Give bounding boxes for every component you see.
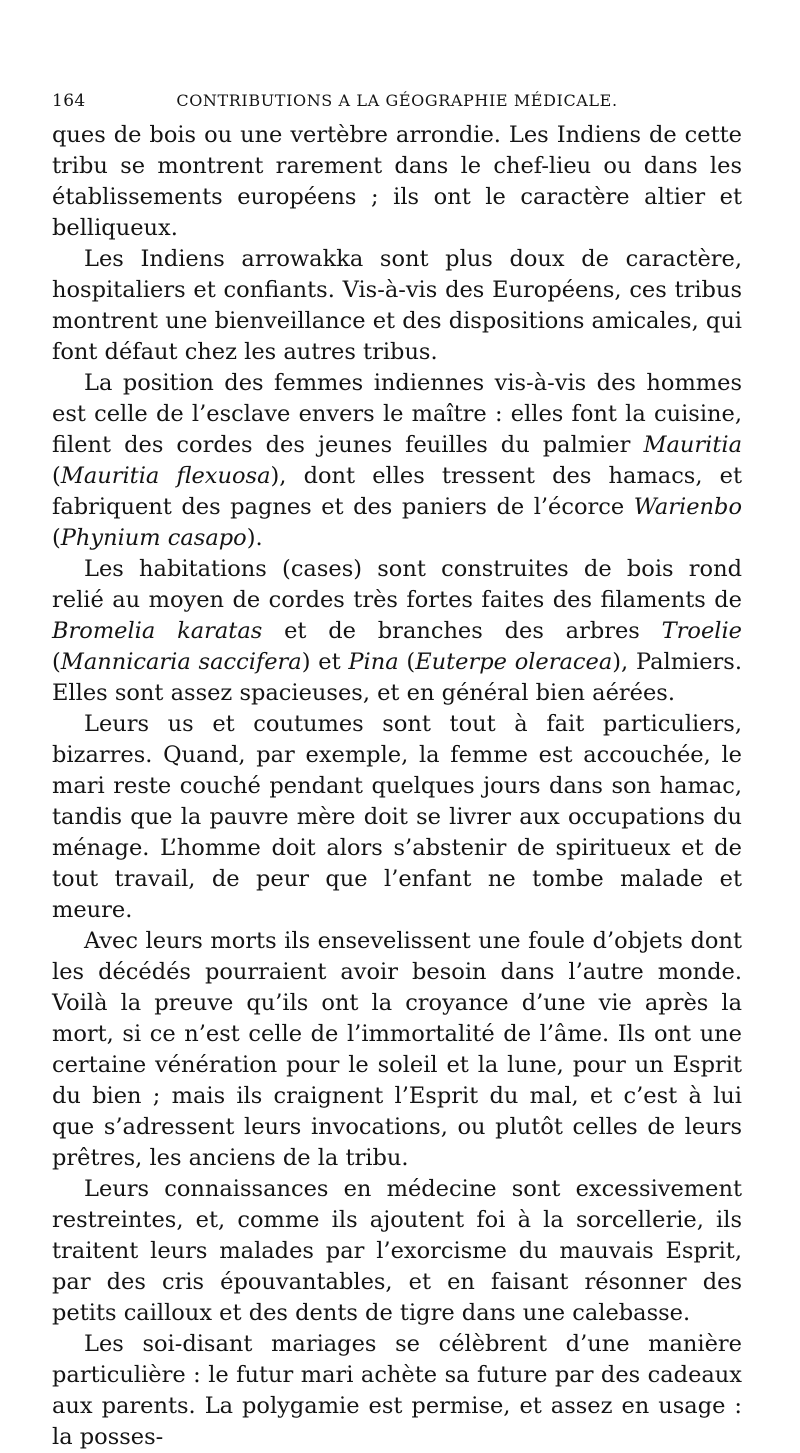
text-run: Les habitations (cases) sont construites de bois rond relié au moyen de cordes très fortes faites des filaments de [52,556,742,613]
text-run: ) et [301,649,349,675]
body-text [52,120,742,1453]
italic-term: Warienbo [633,494,742,520]
paragraph [52,368,742,554]
paragraph [52,554,742,709]
running-head [52,86,742,116]
text-run: ques de bois ou une vertèbre arrondie. Les Indiens de cette tribu se montrent rarement dans le chef-lieu ou dans les établissements européens ; ils ont le caractère altier et belliqueux. [52,122,742,241]
text-run: ). [246,525,263,551]
text-run: Avec leurs morts ils ensevelissent une foule d’objets dont les décédés pourraient avoir besoin dans l’autre monde. Voilà la preuve qu’ils ont la croyance d’une vie après la mort, si ce n’est celle de l’immortalité de l’âme. Ils ont une certaine vénération pour le soleil et la lune, pour un Esprit du bien ; mais ils craignent l’Esprit du mal, et c’est à lui que s’adressent leurs invocations, ou plutôt celles de leurs prêtres, les anciens de la tribu. [52,928,742,1171]
text-run: et de branches des arbres [262,618,662,644]
paragraph [52,926,742,1174]
italic-term: Troelie [661,618,742,644]
paragraph [52,1174,742,1329]
italic-term: Mauritia [643,432,742,458]
italic-term: Mannicaria saccifera [60,649,302,675]
text-run: Les Indiens arrowakka sont plus doux de caractère, hospitaliers et confiants. Vis-à-vis des Européens, ces tribus montrent une bienveillance et des dispositions amicales, qui font défaut chez les autres tribus. [52,246,742,365]
text-run: ), dont elles tressent des hamacs, et fabriquent des pagnes et des paniers de l’écorce [52,463,742,520]
text-run: ( [52,649,61,675]
text-run: Les soi-disant mariages se célèbrent d’une manière particulière : le futur mari achète sa future par des cadeaux aux parents. La polygamie est permise, et assez en usage : la posses- [52,1331,742,1450]
text-run: La position des femmes indiennes vis-à-vis des hommes est celle de l’esclave envers le maître : elles font la cuisine, filent des cordes des jeunes feuilles du palmier [52,370,742,458]
text-run: ), Palmiers. Elles sont assez spacieuses, et en général bien aérées. [52,649,742,706]
paragraph [52,709,742,926]
book-page [52,86,742,1453]
paragraph [52,1329,742,1453]
page-number: 164 [52,91,86,111]
text-run: ( [398,649,416,675]
paragraph [52,244,742,368]
text-run: Leurs connaissances en médecine sont excessivement restreintes, et, comme ils ajoutent foi à la sorcellerie, ils traitent leurs malades par l’exorcisme du mauvais Esprit, par des cris épouvantables, et en faisant résonner des petits cailloux et des dents de tigre dans une calebasse. [52,1176,742,1326]
italic-term: Phynium casapo [60,525,247,551]
text-run: Leurs us et coutumes sont tout à fait particuliers, bizarres. Quand, par exemple, la femme est accouchée, le mari reste couché pendant quelques jours dans son hamac, tandis que la pauvre mère doit se livrer aux occupations du ménage. L’homme doit alors s’abstenir de spiritueux et de tout travail, de peur que l’enfant ne tombe malade et meure. [52,711,742,923]
italic-term: Pina [348,649,399,675]
italic-term: Mauritia flexuosa [60,463,271,489]
running-title: CONTRIBUTIONS A LA GÉOGRAPHIE MÉDICALE. [176,91,618,110]
italic-term: Bromelia karatas [52,618,263,644]
paragraph [52,120,742,244]
text-run: ( [52,525,61,551]
italic-term: Euterpe oleracea [415,649,613,675]
text-run: ( [52,463,61,489]
